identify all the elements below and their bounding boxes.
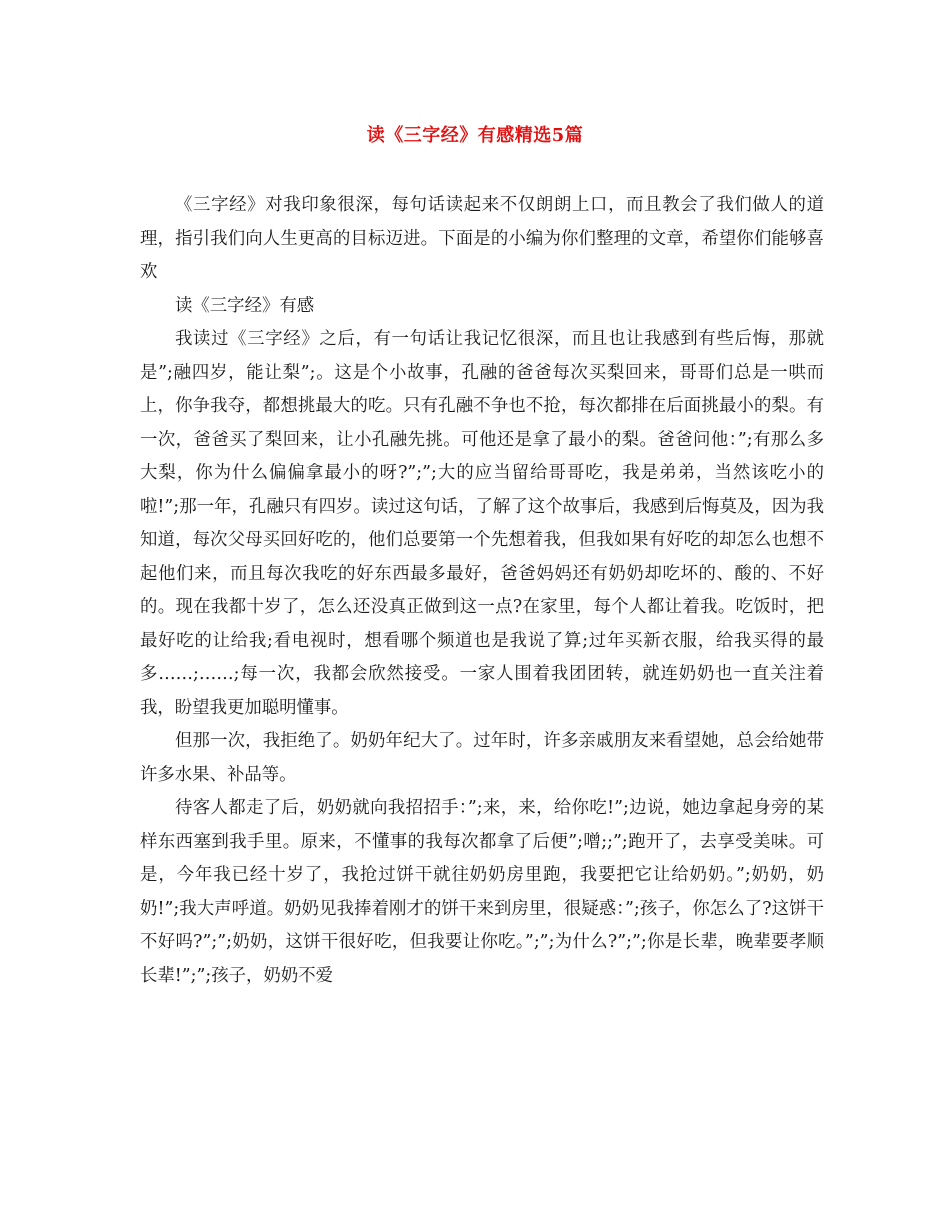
document-body [140,189,824,993]
section-heading: 读《三字经》有感 [175,295,315,316]
body-paragraph: 我读过《三字经》之后，有一句话让我记忆很深，而且也让我感到有些后悔，那就是”;融四岁，能让梨”;。这是个小故事，孔融的爸爸每次买梨回来，哥哥们总是一哄而上，你争我夺，都想挑最大的吃。只有孔融不争也不抢，每次都排在后面挑最小的梨。有一次，爸爸买了梨回来，让小孔融先挑。可他还是拿了最小的梨。爸爸问他：”;有那么多大梨，你为什么偏偏拿最小的呀?”;”;大的应当留给哥哥吃，我是弟弟，当然该吃小的啦!”;那一年，孔融只有四岁。读过这句话，了解了这个故事后，我感到后悔莫及，因为我知道，每次父母买回好吃的，他们总要第一个先想着我，但我如果有好吃的却怎么也想不起他们来，而且每次我吃的好东西最多最好，爸爸妈妈还有奶奶却吃坏的、酸的、不好的。现在我都十岁了，怎么还没真正做到这一点?在家里，每个人都让着我。吃饭时，把最好吃的让给我;看电视时，想看哪个频道也是我说了算;过年买新衣服，给我买得的最多……;……;每一次，我都会欣然接受。一家人围着我团团转，就连奶奶也一直关注着我，盼望我更加聪明懂事。 [140,329,824,718]
body-paragraph: 待客人都走了后，奶奶就向我招招手：”;来，来，给你吃!”;边说，她边拿起身旁的某样东西塞到我手里。原来，不懂事的我每次都拿了后便”;噌;;”;跑开了，去享受美味。可是，今年我已经十岁了，我抢过饼干就往奶奶房里跑，我要把它让给奶奶。”;奶奶，奶奶!”;我大声呼道。奶奶见我捧着刚才的饼干来到房里，很疑惑：”;孩子，你怎么了?这饼干不好吗?”;”;奶奶，这饼干很好吃，但我要让你吃。”;”;为什么?”;”;你是长辈，晚辈要孝顺长辈!”;”;孩子，奶奶不爱 [140,798,824,986]
intro-paragraph: 《三字经》对我印象很深，每句话读起来不仅朗朗上口，而且教会了我们做人的道理，指引我们向人生更高的目标迈进。下面是的小编为你们整理的文章，希望你们能够喜欢 [140,195,824,282]
body-paragraph: 但那一次，我拒绝了。奶奶年纪大了。过年时，许多亲戚朋友来看望她，总会给她带许多水果、补品等。 [140,731,824,785]
document-title: 读《三字经》有感精选5篇 [366,125,584,146]
